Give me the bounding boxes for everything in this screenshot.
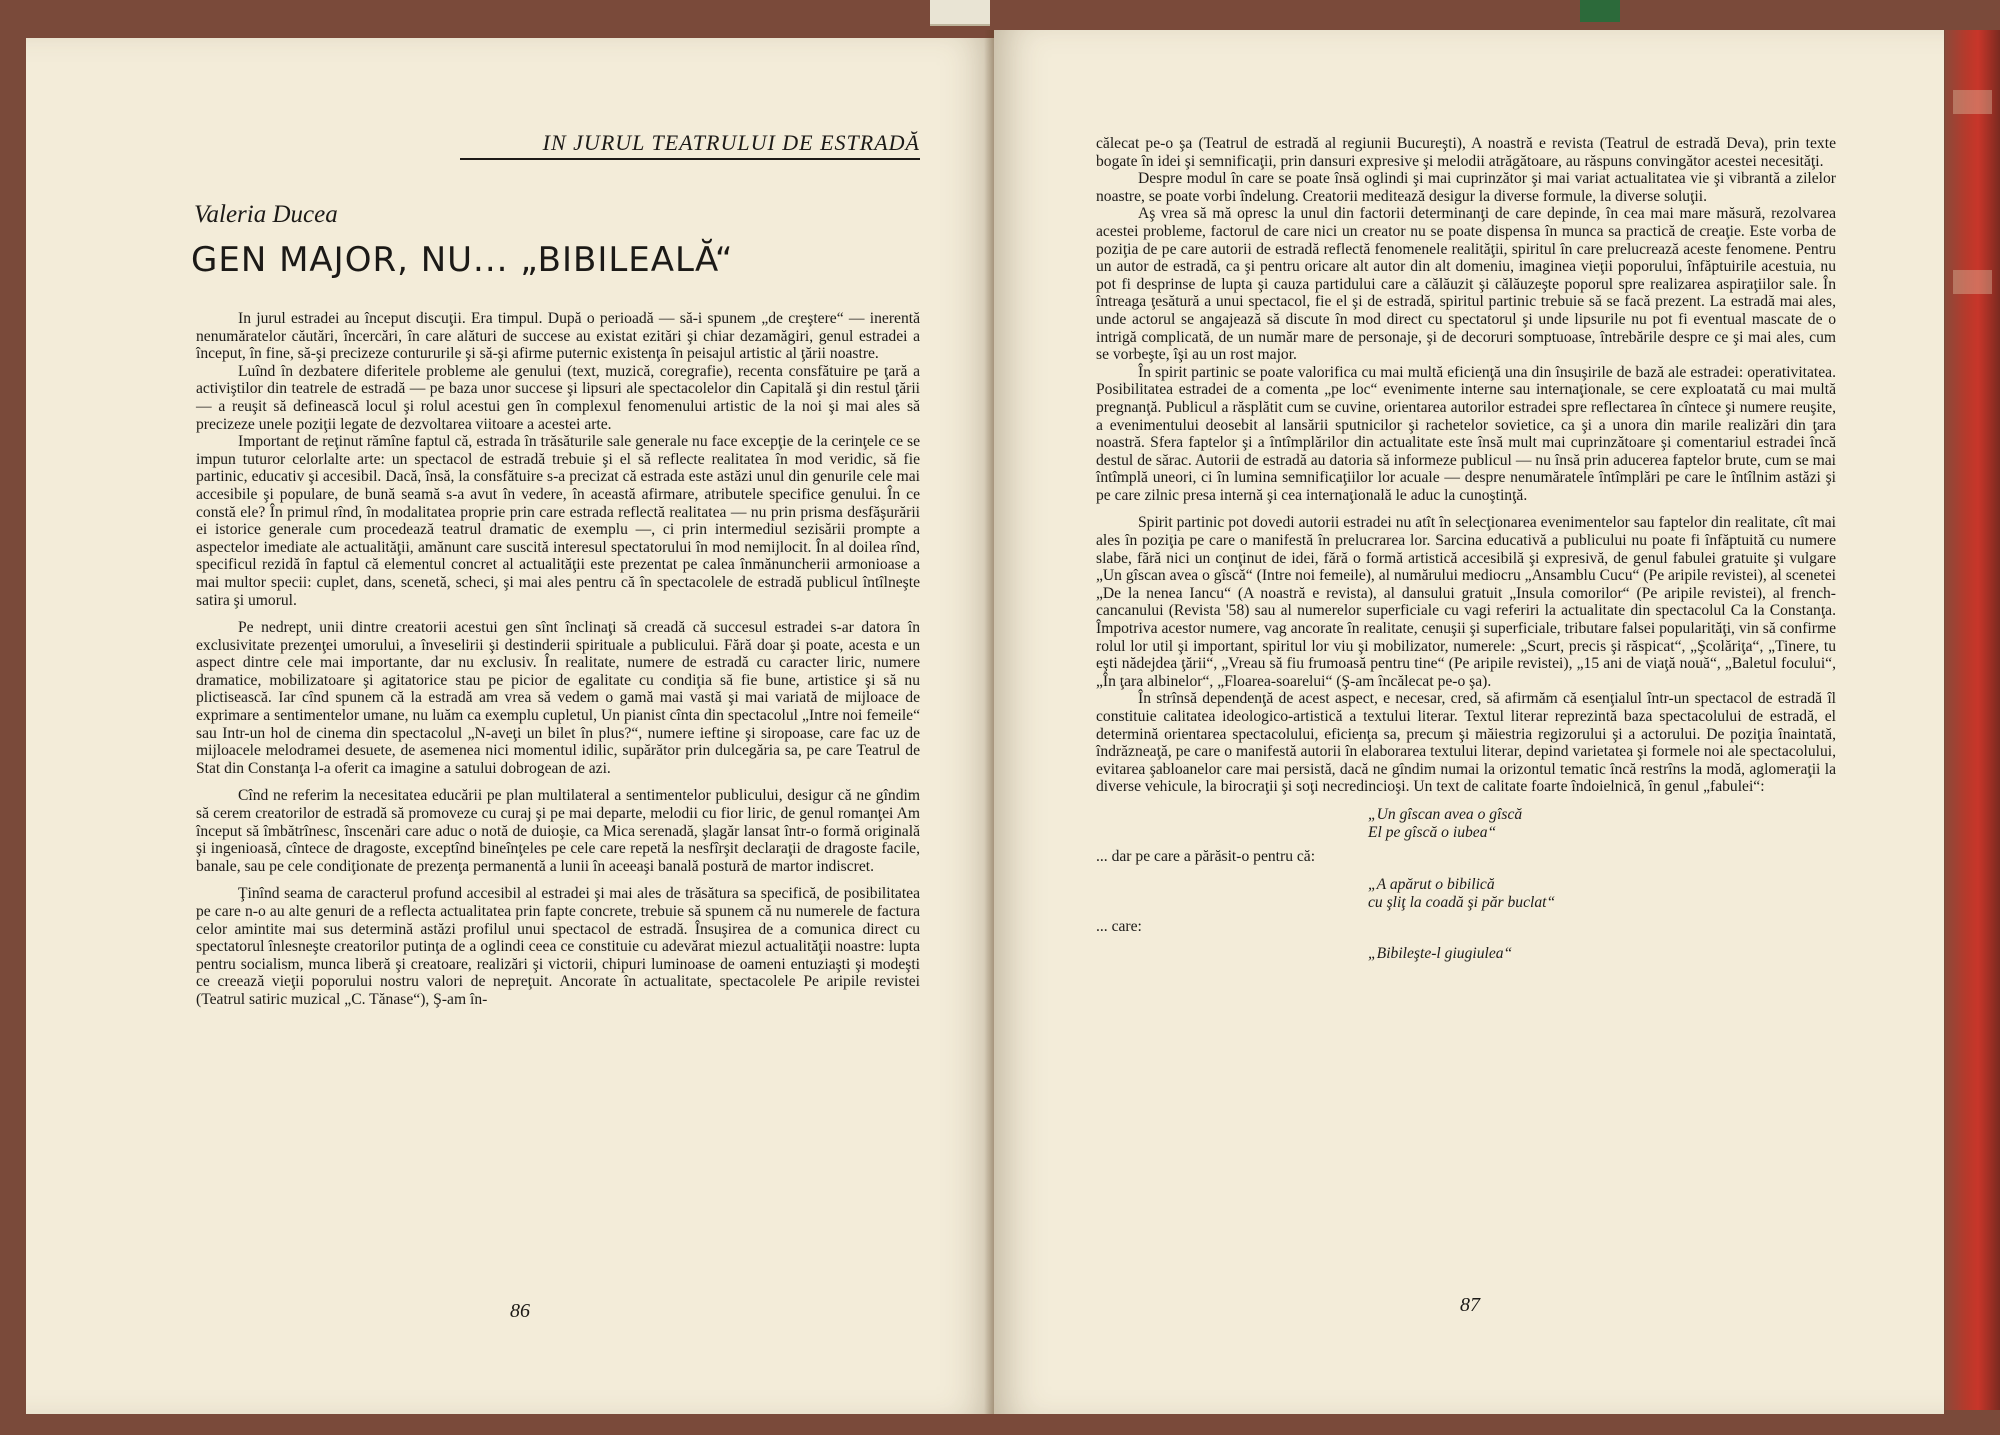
paragraph: Despre modul în care se poate însă oglindi şi mai cuprinzător şi mai variat actualitatea vie şi vibrantă a zilelor noastre, se poate vorbi îndelung. Creatorii meditează desigur la diverse formule, la diverse soluţii. [1096, 170, 1836, 205]
author-name: Valeria Ducea [194, 201, 338, 228]
paragraph: Pe nedrept, unii dintre creatorii acestui gen sînt înclinaţi să creadă că succesul estradei s-ar datora în exclusivitate prezenţei umorului, a înveselirii şi destinderii spirituale a publicului. Fără doar şi poate, acesta e un aspect dintre cele mai importante, dar nu exclusiv. În realitate, numere de estradă cu caracter liric, numere dramatice, mobilizatoare şi agitatorice stau pe picior de egalitate cu condiţia să fie bune, artistice şi să nu plictisească. Iar cînd spunem că la estradă am vrea să vedem o gamă mai vastă şi mai variată de mijloace de exprimare a sentimentelor umane, nu luăm ca exemplu cupletul, Un pianist cînta din spectacolul „Intre noi femeile“ sau Intr-un hol de cinema din spectacolul „N-aveţi un bilet în plus?“, numere ieftine şi siropoase, care fac uz de mijloacele melodramei desuete, de asemenea nici momentul idilic, supărător prin dulcegăria sa, pe care Teatrul de Stat din Constanţa l-a oferit ca imagine a satului dobrogean de azi. [196, 619, 920, 777]
paper-tab [930, 0, 990, 26]
section-header: IN JURUL TEATRULUI DE ESTRADĂ [460, 130, 920, 160]
book-cover-edge [1945, 30, 2000, 1410]
page-number: 87 [1460, 1294, 1480, 1316]
poem-line: „Un gîscan avea o gîscă [1368, 805, 1523, 823]
paragraph: Important de reţinut rămîne faptul că, estrada în trăsăturile sale generale nu face excepţie de la cerinţele ce se impun tuturor celorlalte arte: un spectacol de estradă trebuie şi el să reflecte realitatea în mod veridic, să fie partinic, educativ şi accesibil. Dacă, însă, la consfătuire s-a precizat că estrada este astăzi unul din genurile cele mai accesibile şi populare, de bună seamă s-a avut în vedere, în această afirmare, atributele specifice genului. În ce constă ele? În primul rînd, în modalitatea proprie prin care estrada reflectă realitatea — nu prin prisma desfăşurării ei istorice generale cum procedează teatrul dramatic de exemplu —, ci prin intermediul sezisării prompte a aspectelor imediate ale actualităţii, amănunt care suscită interesul spectatorului în mod nemijlocit. În al doilea rînd, specificul rezidă în faptul că elementul concret al actualităţii este prezentat pe calea înmănuncherii armonioase a mai multor specii: cuplet, dans, scenetă, scheci, şi mai ales pentru că în spectacolele de estradă publicul întîlneşte satira şi umorul. [196, 433, 920, 609]
right-body [1096, 135, 1836, 969]
paragraph: Aş vrea să mă opresc la unul din factorii determinanţi de care depinde, în cea mai mare măsură, rezolvarea acestei probleme, factorul de care nici un creator nu se poate dispensa în munca sa practică de creaţie. Este vorba de poziţia de pe care autorii de estradă reflectă fenomenele realităţii, spiritul în care prelucrează aceste fenomene. Pentru un autor de estradă, ca şi pentru oricare alt autor din alt domeniu, imaginea vieţii poporului, înfăptuirile acestuia, nu pot fi desprinse de lupta şi cauza partidului care a călăuzit şi călăuzeşte poporul spre realizarea aspiraţiilor sale. În întreaga ţesătură a unui spectacol, fie el şi de estradă, spiritul partinic trebuie să se facă prezent. La estradă mai ales, unde actorul se angajează să discute în mod direct cu spectatorul şi unde lipsurile nu pot fi eventual mascate de o intrigă complicată, de un număr mare de personaje, şi de decoruri somptuoase, întrebările despre ce şi mai ales, cum se vorbeşte, îşi au un rost major. [1096, 205, 1836, 364]
poem-line: cu şliţ la coadă şi păr buclat“ [1368, 893, 1556, 911]
paragraph: călecat pe-o şa (Teatrul de estradă al regiunii Bucureşti), A noastră e revista (Teatrul de estradă Deva), prin texte bogate în idei şi semnificaţii, prin dansuri expresive şi melodii atrăgătoare, au răspuns convingător acestei necesităţi. [1096, 135, 1836, 170]
poem-quote [1368, 945, 1836, 963]
poem-line: El pe gîscă o iubea“ [1368, 823, 1497, 841]
page-number: 86 [510, 1300, 530, 1322]
article-title: GEN MAJOR, NU... „BIBILEALĂ“ [191, 240, 734, 280]
paragraph: În spirit partinic se poate valorifica cu mai multă eficienţă una din însuşirile de bază ale estradei: operativitatea. Posibilitatea estradei de a comenta „pe loc“ evenimente interne sau internaţionale, se cere exploatată cu mai multă pregnanţă. Publicul a răsplătit cum se cuvine, orientarea autorilor estradei spre reflectarea în cîntece şi numere reuşite, a evenimentului deosebit al lansării sputnicilor şi rachetelor sovietice, ca şi a unora din marile realizări din ţara noastră. Sfera faptelor şi a întîmplărilor din actualitate este însă mult mai cuprinzătoare şi comentariul estradei încă destul de sărac. Autorii de estradă au datoria să informeze publicul — nu însă prin aducerea faptelor brute, cum se mai întîmplă uneori, ci în lumina semnificaţiilor lor acuale — despre nenumăratele întîmplări pe care le întîlnim astăzi şi pe care zilnic presa internă şi cea internaţională le aduc la cunoştinţă. [1096, 363, 1836, 504]
paragraph: Ţinînd seama de caracterul profund accesibil al estradei şi mai ales de trăsătura sa specifică, de posibilitatea pe care n-o au alte genuri de a reflecta actualitatea prin fapte concrete, trebuie să spunem că nu numerele de factura celor amintite mai sus determină astăzi profilul unui spectacol de estradă. Însuşirea de a comunica direct cu spectatorul înlesneşte creatorilor putinţa de a oglindi ceea ce constituie cu adevărat miezul actualităţii noastre: lupta pentru socialism, munca liberă şi creatoare, realizări şi victorii, chipuri luminoase de oameni entuziaşti şi modeşti ce creează vieţii poporului nostru valori de nepreţuit. Ancorate în actualitate, spectacolele Pe aripile revistei (Teatrul satiric muzical „C. Tănase“), Ş-am în- [196, 885, 920, 1008]
right-page [994, 30, 1944, 1414]
left-body [196, 310, 920, 1009]
connector-text: ... dar pe care a părăsit-o pentru că: [1096, 847, 1316, 865]
left-page [26, 38, 994, 1414]
paragraph: Spirit partinic pot dovedi autorii estradei nu atît în selecţionarea evenimentelor sau faptelor din realitate, cît mai ales în poziţia pe care o manifestă în prelucrarea lor. Sarcina educativă a publicului nu poate fi înfăptuită cu numere slabe, fără nici un conţinut de idei, fără o formă artistică accesibilă şi expresivă, de genul fabulei gratuite şi vulgare „Un gîscan avea o gîscă“ (Intre noi femeile), al numărului mediocru „Ansamblu Cucu“ (Pe aripile revistei), al scenetei „De la nenea Iancu“ (A noastră e revista), al dansului gratuit „Insula comorilor“ (Pe aripile revistei), al french-cancanului (Revista '58) sau al numerelor superficiale cu vagi referiri la actualitate din spectacolul Ca la Constanţa. Împotriva acestor numere, vag ancorate în realitate, cenuşii şi superficiale, tributare falsei popularităţi, vin să confirme rolul lor util şi important, spiritul lor viu şi mobilizator, numerele: „Scurt, precis şi răspicat“, „Şcolăriţa“, „Tinere, tu eşti nădejdea ţării“, „Vreau să fiu frumoasă pentru tine“ (Pe aripile revistei), „15 ani de viaţă nouă“, „Baletul focului“, „În ţara albinelor“, „Floarea-soarelui“ (Ş-am încălecat pe-o şa). [1096, 514, 1836, 690]
connector-text: ... care: [1096, 917, 1142, 935]
paragraph: Luînd în dezbatere diferitele probleme ale genului (text, muzică, coregrafie), recenta consfătuire pe ţară a activiştilor din teatrele de estradă — pe baza unor succese şi lipsuri ale spectacolelor din Capitală şi din restul ţării — a reuşit să definească locul şi rolul acestui gen în complexul fenomenului artistic de la noi şi mai ales să precizeze unele poziţii legate de dezvoltarea viitoare a acestei arte. [196, 362, 920, 433]
bookmark-tab [1580, 0, 1620, 22]
paragraph: Cînd ne referim la necesitatea educării pe plan multilateral a sentimentelor publicului, desigur că ne gîndim să cerem creatorilor de estradă să promoveze cu curaj şi pe mai departe, melodii cu fior liric, de genul romanţei Am început să îmbătrînesc, înscenări care aduc o notă de duioşie, ca Mica serenadă, şlagăr lansat într-o formă originală şi ingenioasă, cîntece de dragoste, exceptînd bineînţeles pe cele care repetă la nesfîrşit declaraţii de dragoste facile, banale, sau pe cele condiţionate de prezenţa permanentă a lunii în aceeaşi banală postură de martor indiscret. [196, 787, 920, 875]
poem-quote [1368, 876, 1836, 912]
paragraph: In jurul estradei au început discuţii. Era timpul. După o perioadă — să-i spunem „de creştere“ — inerentă nenumăratelor căutări, încercări, în care alături de succese au existat ezitări şi chiar dezamăgiri, genul estradei a început, în fine, să-şi precizeze contururile şi să-şi afirme puternic existenţa în peisajul artistic al ţării noastre. [196, 310, 920, 363]
poem-line: „A apărut o bibilică [1368, 875, 1495, 893]
paragraph: În strînsă dependenţă de acest aspect, e necesar, cred, să afirmăm că esenţialul într-un spectacol de estradă îl constituie calitatea ideologico-artistică a textului literar. Textul literar reprezintă baza spectacolului de estradă, el determină orientarea spectacolului, eficienţa sa, precum şi măiestria regizorului şi a actorului. De poziţia înaintată, îndrăzneaţă, pe care o manifestă autorii în elaborarea textului literar, depind varietatea şi formele noi ale spectacolului, evitarea şabloanelor care mai persistă, dacă ne gîndim numai la orizontul tematic încă restrîns la modă, aglomeraţii la diverse vehicule, la birocraţii şi soţi necredincioşi. Un text de calitate foarte îndoielnică, în genul „fabulei“: [1096, 690, 1836, 796]
poem-quote [1368, 806, 1836, 842]
poem-line: „Bibileşte-l giugiulea“ [1368, 945, 1513, 963]
